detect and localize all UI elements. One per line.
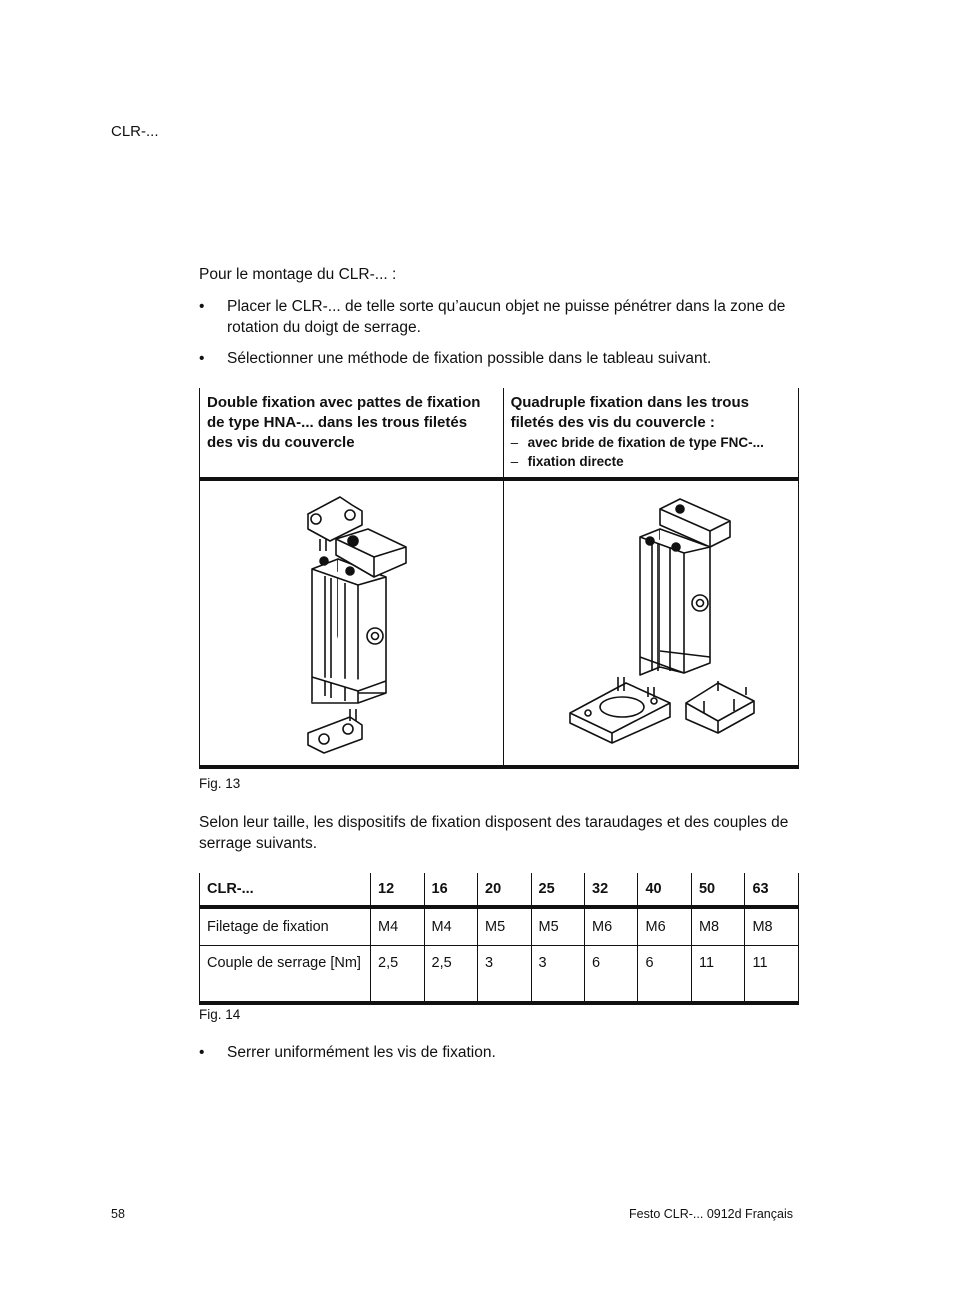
table-header-cell: 50 bbox=[691, 873, 744, 907]
table-cell: M4 bbox=[371, 907, 425, 946]
table-header-row bbox=[200, 873, 799, 907]
table-header-cell: 63 bbox=[745, 873, 799, 907]
table-header-cell: 40 bbox=[638, 873, 691, 907]
mounting-table-header bbox=[199, 388, 799, 477]
mounting-col2-title: Quadruple fixation dans les trous filetés des vis du couvercle : bbox=[510, 394, 749, 431]
bullet-marker: • bbox=[199, 350, 205, 367]
double-fixation-illustration bbox=[200, 481, 503, 765]
mounting-col2-item: – avec bride de fixation de type FNC-... bbox=[510, 435, 764, 450]
mounting-col2-header bbox=[503, 388, 798, 477]
mounting-table-images bbox=[199, 481, 799, 765]
table-cell: 11 bbox=[691, 946, 744, 1004]
mounting-col1-title: Double fixation avec pattes de fixation de type HNA-... dans les trous filetés des vis du couvercle bbox=[207, 394, 481, 451]
figure-caption: Fig. 14 bbox=[199, 1007, 241, 1022]
table-header-cell: 16 bbox=[424, 873, 478, 907]
paragraph: Selon leur taille, les dispositifs de fixation disposent des taraudages et des couples de serrage suivants. bbox=[199, 814, 789, 852]
table-cell: M5 bbox=[478, 907, 531, 946]
table-cell: M6 bbox=[585, 907, 638, 946]
table-cell: M4 bbox=[424, 907, 478, 946]
bullet-item bbox=[199, 348, 799, 369]
table-rule bbox=[199, 765, 799, 769]
table-header-cell: CLR-... bbox=[200, 873, 371, 907]
quadruple-fixation-illustration bbox=[503, 481, 798, 765]
table-header-cell: 12 bbox=[371, 873, 425, 907]
table-row bbox=[200, 907, 799, 946]
bullet-item bbox=[199, 296, 799, 338]
table-cell: 6 bbox=[638, 946, 691, 1004]
table-cell: M8 bbox=[745, 907, 799, 946]
page-header-title: CLR-... bbox=[111, 123, 159, 140]
mounting-col2-item: – fixation directe bbox=[510, 454, 624, 469]
cylinder-fnc-drawing bbox=[504, 481, 800, 765]
bullet-marker: • bbox=[199, 1044, 205, 1061]
table-cell: 3 bbox=[531, 946, 584, 1004]
table-cell: M5 bbox=[531, 907, 584, 946]
table-cell: Couple de serrage [Nm] bbox=[200, 946, 371, 1004]
bullet-text: Placer le CLR-... de telle sorte qu’aucun objet ne puisse pénétrer dans la zone de rotation du doigt de serrage. bbox=[227, 298, 786, 336]
table-header-cell: 25 bbox=[531, 873, 584, 907]
table-header-cell: 32 bbox=[585, 873, 638, 907]
table-cell: 3 bbox=[478, 946, 531, 1004]
bullet-marker: • bbox=[199, 298, 205, 315]
table-cell: 6 bbox=[585, 946, 638, 1004]
table-cell: M8 bbox=[691, 907, 744, 946]
table-cell: 11 bbox=[745, 946, 799, 1004]
table-cell: 2,5 bbox=[371, 946, 425, 1004]
footer-doc-info: Festo CLR-... 0912d Français bbox=[629, 1207, 793, 1221]
cylinder-hna-drawing bbox=[200, 481, 503, 765]
thread-torque-table bbox=[199, 873, 799, 1005]
table-header-cell: 20 bbox=[478, 873, 531, 907]
table-cell: 2,5 bbox=[424, 946, 478, 1004]
table-row bbox=[200, 946, 799, 1004]
table-cell: Filetage de fixation bbox=[200, 907, 371, 946]
intro-text: Pour le montage du CLR-... : bbox=[199, 266, 397, 283]
page-number: 58 bbox=[111, 1207, 125, 1221]
mounting-table bbox=[199, 388, 799, 769]
bullet-item bbox=[199, 1042, 799, 1063]
bullet-text: Serrer uniformément les vis de fixation. bbox=[227, 1044, 496, 1061]
figure-caption: Fig. 13 bbox=[199, 776, 241, 791]
bullet-text: Sélectionner une méthode de fixation possible dans le tableau suivant. bbox=[227, 350, 712, 367]
table-cell: M6 bbox=[638, 907, 691, 946]
